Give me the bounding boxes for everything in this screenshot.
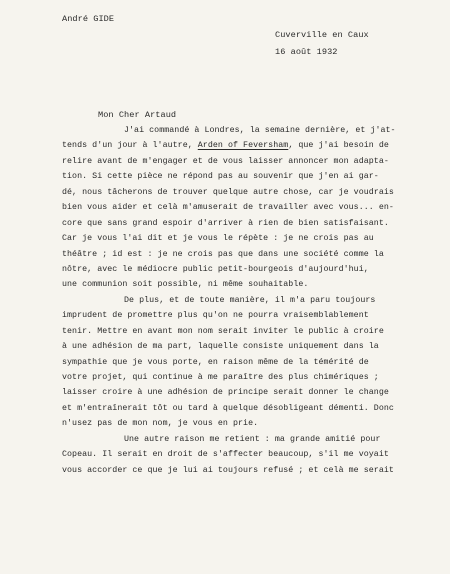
body-line-part: tends d'un jour à l'autre, — [62, 141, 198, 151]
body-line: votre projet, qui continue à me paraître des plus chimériques ; — [62, 373, 379, 382]
body-line: tion. Si cette pièce ne répond pas au souvenir que j'en ai gar- — [62, 172, 379, 182]
body-line: tenir. Mettre en avant mon nom serait inviter le public à croire — [62, 326, 384, 336]
body-line: laisser croire à une adhésion de principe serait donner le change — [62, 388, 389, 398]
letter-place: Cuverville en Caux — [275, 30, 369, 40]
body-line: sympathie que je vous porte, en raison même de la témérité de — [62, 357, 369, 367]
body-line: théâtre ; id est : je ne crois pas que dans une société comme la — [62, 249, 384, 259]
body-line: Car je vous l'ai dit et je vous le répète : je ne crois pas au — [62, 234, 374, 244]
body-line: imprudent de promettre plus qu'on ne pourra vraisemblablement — [62, 311, 369, 321]
salutation: Mon Cher Artaud — [98, 110, 177, 120]
body-line: et m'entraînerait tôt ou tard à quelque désobligeant démenti. Donc — [62, 403, 394, 413]
underlined-play-title: Arden of Feversham — [197, 141, 289, 151]
body-line: n'usez pas de mon nom, je vous en prie. — [62, 419, 259, 429]
body-line: Copeau. Il serait en droit de s'affecter beaucoup, s'il me voyait — [62, 450, 389, 460]
body-line: J'ai commandé à Londres, la semaine dernière, et j'at- — [124, 126, 396, 135]
body-line: core que sans grand espoir d'arriver à rien de bien satisfaisant. — [62, 218, 389, 228]
body-line: nôtre, avec le médiocre public petit-bourgeois d'aujourd'hui, — [62, 264, 369, 274]
body-line: bien vous aider et celà m'amuserait de travailler avec vous... en- — [62, 203, 394, 213]
body-line-with-title — [62, 138, 442, 153]
letter-date: 16 août 1932 — [275, 47, 338, 57]
body-line: De plus, et de toute manière, il m'a paru toujours — [124, 295, 376, 305]
body-line: à une adhésion de ma part, laquelle consiste uniquement dans la — [62, 342, 379, 352]
body-line: une communion soit possible, ni même souhaitable. — [62, 280, 309, 290]
sender-name: André GIDE — [62, 14, 115, 24]
body-line-part: , que j'ai besoin de — [288, 141, 389, 151]
body-line: Une autre raison me retient : ma grande amitié pour — [124, 434, 381, 444]
body-line: relire avant de m'engager et de vous laisser annoncer mon adapta- — [62, 156, 389, 166]
letter-body — [62, 123, 442, 478]
body-line: dé, nous tâcherons de trouver quelque autre chose, car je voudrais — [62, 187, 394, 197]
body-line: vous accorder ce que je lui ai toujours refusé ; et celà me serait — [62, 465, 394, 475]
